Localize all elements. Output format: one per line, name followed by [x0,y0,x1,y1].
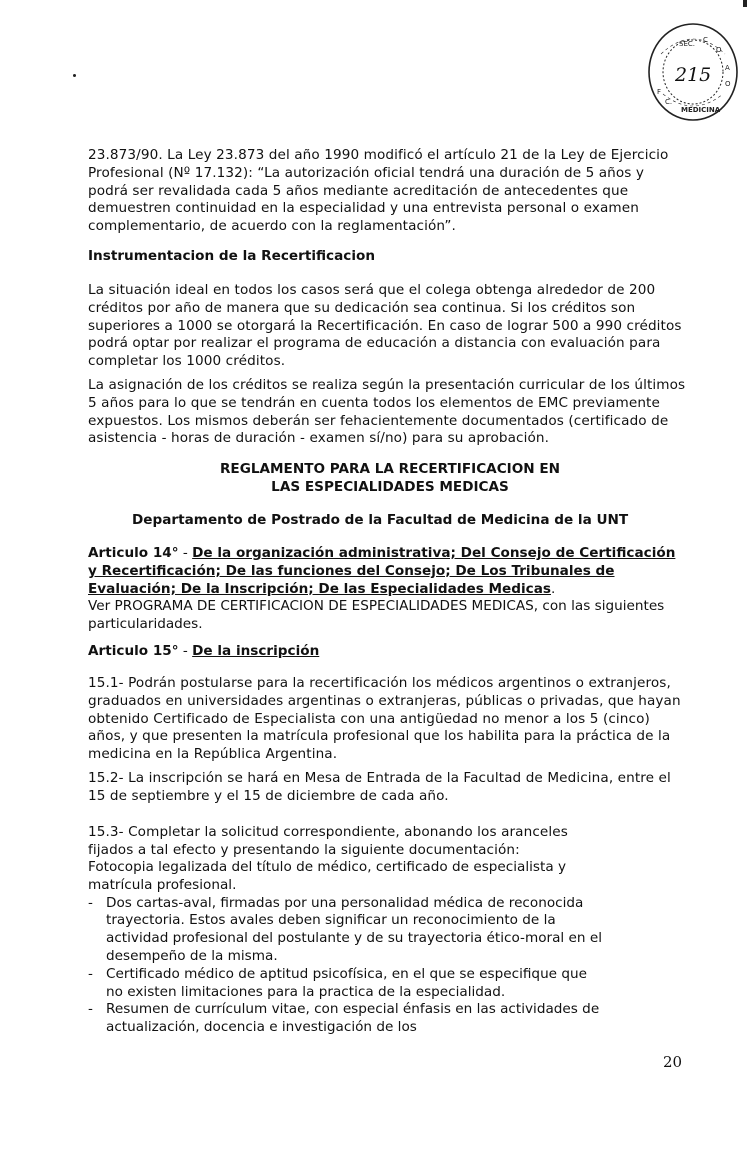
document-item: - Dos cartas-aval, firmadas por una personalidad médica de reconocida trayectoria. Estos avales deben significar un reconocimiento de la actividad profesional del postulante y de su trayectoria ético-moral en el desempeño de la misma. [88,894,602,964]
department-heading: Departamento de Postrado de la Facultad de Medicina de la UNT [132,512,629,528]
article-14-period: . [550,580,556,597]
article-15-title: De la inscripción [192,643,320,659]
article-14 [88,545,688,634]
svg-text:A: A [725,64,730,72]
clause-15-2: 15.2- La inscripción se hará en Mesa de Entrada de la Facultad de Medicina, entre el 15 de septiembre y el 15 de diciembre de cada año. [88,770,671,804]
stamp-number: 215 [675,64,712,86]
article-15 [88,643,688,661]
assignment-paragraph: La asignación de los créditos se realiza según la presentación curricular de los últimos 5 años para lo que se tendrán en cuenta todos los elementos de EMC previamente expuestos. Los mismos deberán ser fehacientemente documentados (certificado de asistencia - horas de duración - examen sí/no) para su aprobación. [88,377,686,447]
clause-15-3: 15.3- Completar la solicitud correspondiente, abonando los aranceles fijados a tal efecto y presentando la siguiente documentación: [88,824,568,858]
article-15-separator: - [178,643,193,659]
clause-15-1: 15.1- Podrán postularse para la recertificación los médicos argentinos o extranjeros, graduados en universidades argentinas o extranjeras, públicas o privadas, que hayan obtenido Certificado de Especialista con una antigüedad no menor a los 5 (cinco) años, y que presenten la matrícula profesional que los habilita para la práctica de la medicina en la República Argentina. [88,675,681,763]
intro-paragraph: 23.873/90. La Ley 23.873 del año 1990 modificó el artículo 21 de la Ley de Ejercicio Profesional (Nº 17.132): “La autorización oficial tendrá una duración de 5 años y podrá ser revalidada cada 5 años mediante acreditación de antecedentes que demuestren continuidad en la especialidad y una entrevista personal o examen complementario, de acuerdo con la reglamentación”. [88,147,669,235]
scan-edge-mark [743,0,747,7]
document-item: - Certificado médico de aptitud psicofísica, en el que se especifique que no existen limitaciones para la practica de la especialidad. [88,965,587,1000]
document-item: Fotocopia legalizada del título de médico, certificado de especialista y matrícula profesional. [88,859,567,893]
regulation-title-line2: LAS ESPECIALIDADES MEDICAS [271,479,509,495]
article-14-title: De la organización administrativa; Del Consejo de Certificación y Recertificación; De las funciones del Consejo; De Los Tribunales de Evaluación; De la Inscripción; De las Especialidades Medicas [88,545,676,597]
page-number: 20 [663,1053,683,1071]
official-stamp [641,14,741,124]
article-14-separator: - [178,545,193,561]
document-item: - Resumen de currículum vitae, con especial énfasis en las actividades de actualización, docencia e investigación de los [88,1001,600,1036]
scan-speck [73,74,76,77]
article-15-label: Articulo 15° [88,643,179,659]
article-14-text: Ver PROGRAMA DE CERTIFICACION DE ESPECIALIDADES MEDICAS, con las siguientes particularidades. [88,598,665,633]
documents-list [88,859,608,1037]
credits-paragraph: La situación ideal en todos los casos será que el colega obtenga alrededor de 200 créditos por año de manera que su dedicación sea continua. Si los créditos son superiores a 1000 se otorgará la Recertificación. En caso de lograr 500 a 990 créditos podrá optar por realizar el programa de educación a distancia con evaluación para completar los 1000 créditos. [88,282,682,370]
svg-text:F: F [657,88,662,96]
svg-text:C.: C. [665,98,673,106]
svg-text:O: O [725,80,731,88]
svg-text:MEDICINA: MEDICINA [681,106,721,114]
article-14-label: Articulo 14° [88,545,179,561]
svg-text:C: C [703,36,708,44]
regulation-title-line1: REGLAMENTO PARA LA RECERTIFICACION EN [219,461,561,477]
svg-text:SEC.: SEC. [679,40,695,48]
stamp-seal-graphic [641,14,741,124]
svg-text:O: O [716,46,722,54]
section-heading: Instrumentacion de la Recertificacion [88,248,376,264]
